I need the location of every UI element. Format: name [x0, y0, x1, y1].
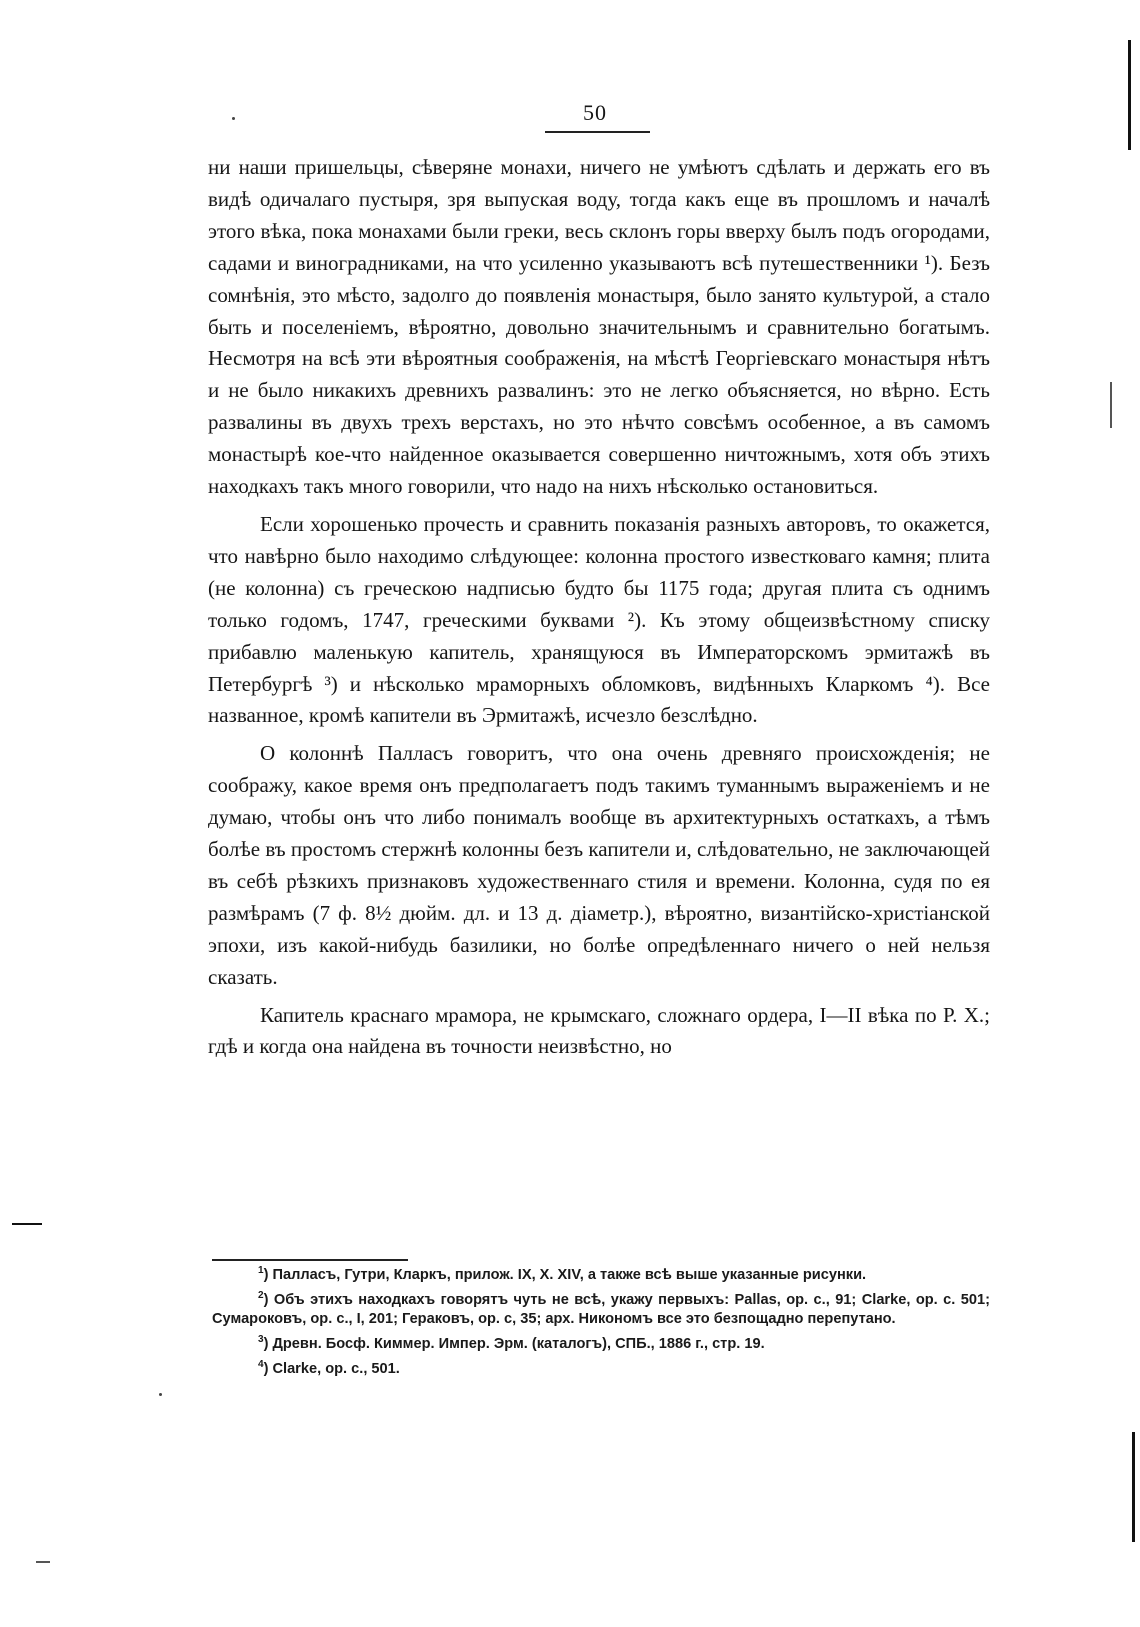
footnote-text: ) Древн. Босф. Киммер. Импер. Эрм. (каталогъ), СПБ., 1886 г., стр. 19. — [263, 1336, 765, 1352]
page-number-rule — [545, 131, 650, 133]
scan-speck — [232, 117, 235, 120]
footnote-text: ) Объ этихъ находкахъ говорятъ чуть не всѣ, укажу первыхъ: Pallas, op. c., 91; Clarke, op. c. 501; Сумароковъ, op. c., I, 201; Гераковъ, op. c, 35; арх. Никономъ все это безпощадно перепутано. — [212, 1292, 990, 1327]
paragraph-continuation: ни наши пришельцы, сѣверяне монахи, ничего не умѣютъ сдѣлать и держать его въ видѣ одичалаго пустыря, зря выпуская воду, тогда какъ еще въ прошломъ и началѣ этого вѣка, пока монахами были греки, весь склонъ горы вверху былъ подъ огородами, садами и виноградниками, на что усиленно указываютъ всѣ путешественники ¹). Безъ сомнѣнія, это мѣсто, задолго до появленія монастыря, было занято культурой, а стало быть и поселеніемъ, вѣроятно, довольно значительнымъ и сравнительно богатымъ. Несмотря на всѣ эти вѣроятныя соображенія, на мѣстѣ Георгіевскаго монастыря нѣтъ и не было никакихъ древнихъ развалинъ: это не легко объясняется, но вѣрно. Есть развалины въ двухъ трехъ верстахъ, но это нѣчто совсѣмъ особенное, а въ самомъ монастырѣ кое-что найденное оказывается совершенно ничтожнымъ, хотя объ этихъ находкахъ такъ много говорили, что надо на нихъ нѣсколько остановиться. — [208, 155, 990, 499]
scan-edge-mark — [12, 1223, 42, 1225]
footnote-4 — [212, 1360, 990, 1379]
scan-edge-mark — [1110, 382, 1112, 428]
footnote-mark: 2 — [258, 1290, 264, 1302]
scan-edge-mark — [1128, 40, 1131, 150]
page-number: 50 — [583, 100, 607, 125]
paragraph-finds-list: Если хорошенько прочесть и сравнить показанія разныхъ авторовъ, то окажется, что навѣрно было находимо слѣдующее: колонна простого известковаго камня; плита (не колонна) съ греческою надписью будто бы 1175 года; другая плита съ однимъ только годомъ, 1747, греческими буквами ²). Къ этому общеизвѣстному списку прибавлю маленькую капитель, хранящуюся въ Императорскомъ эрмитажѣ въ Петербургѣ ³) и нѣсколько мраморныхъ обломковъ, видѣнныхъ Кларкомъ ⁴). Все названное, кромѣ капители въ Эрмитажѣ, исчезло безслѣдно. — [208, 511, 990, 728]
footnote-mark: 4 — [258, 1359, 264, 1371]
footnote-mark: 3 — [258, 1334, 264, 1346]
footnote-3 — [212, 1335, 990, 1354]
footnote-text: ) Clarke, op. c., 501. — [263, 1361, 400, 1377]
footnote-text: ) Палласъ, Гутри, Кларкъ, прилож. IX, X. XIV, а также всѣ выше указанные рисунки. — [263, 1267, 867, 1283]
paragraph-column: О колоннѣ Палласъ говоритъ, что она очень древняго происхожденія; не соображу, какое время онъ предполагаетъ подъ такимъ туманнымъ выраженіемъ и не думаю, чтобы онъ что либо понималъ вообще въ архитектурныхъ остаткахъ, а тѣмъ болѣе въ простомъ стержнѣ колонны безъ капители и, слѣдовательно, не заключающей въ себѣ рѣзкихъ признаковъ художественнаго стиля и времени. Колонна, судя по ея размѣрамъ (7 ф. 8½ дюйм. дл. и 13 д. діаметр.), вѣроятно, византійско-христіанской эпохи, изъ какой-нибудь базилики, но болѣе опредѣленнаго ничего о ней нельзя сказать. — [208, 741, 990, 989]
footnote-1 — [212, 1266, 990, 1285]
paragraph-capital: Капитель краснаго мрамора, не крымскаго, сложнаго ордера, I—II вѣка по Р. Х.; гдѣ и когда она найдена въ точности неизвѣстно, но — [208, 1002, 990, 1059]
body-text — [208, 152, 990, 1063]
footnotes — [212, 1266, 990, 1385]
footnote-2 — [212, 1291, 990, 1329]
footnote-separator — [212, 1259, 408, 1261]
scan-edge-mark — [36, 1561, 50, 1563]
scan-speck — [159, 1393, 162, 1396]
footnote-mark: 1 — [258, 1265, 264, 1277]
scan-edge-mark — [1132, 1432, 1135, 1542]
